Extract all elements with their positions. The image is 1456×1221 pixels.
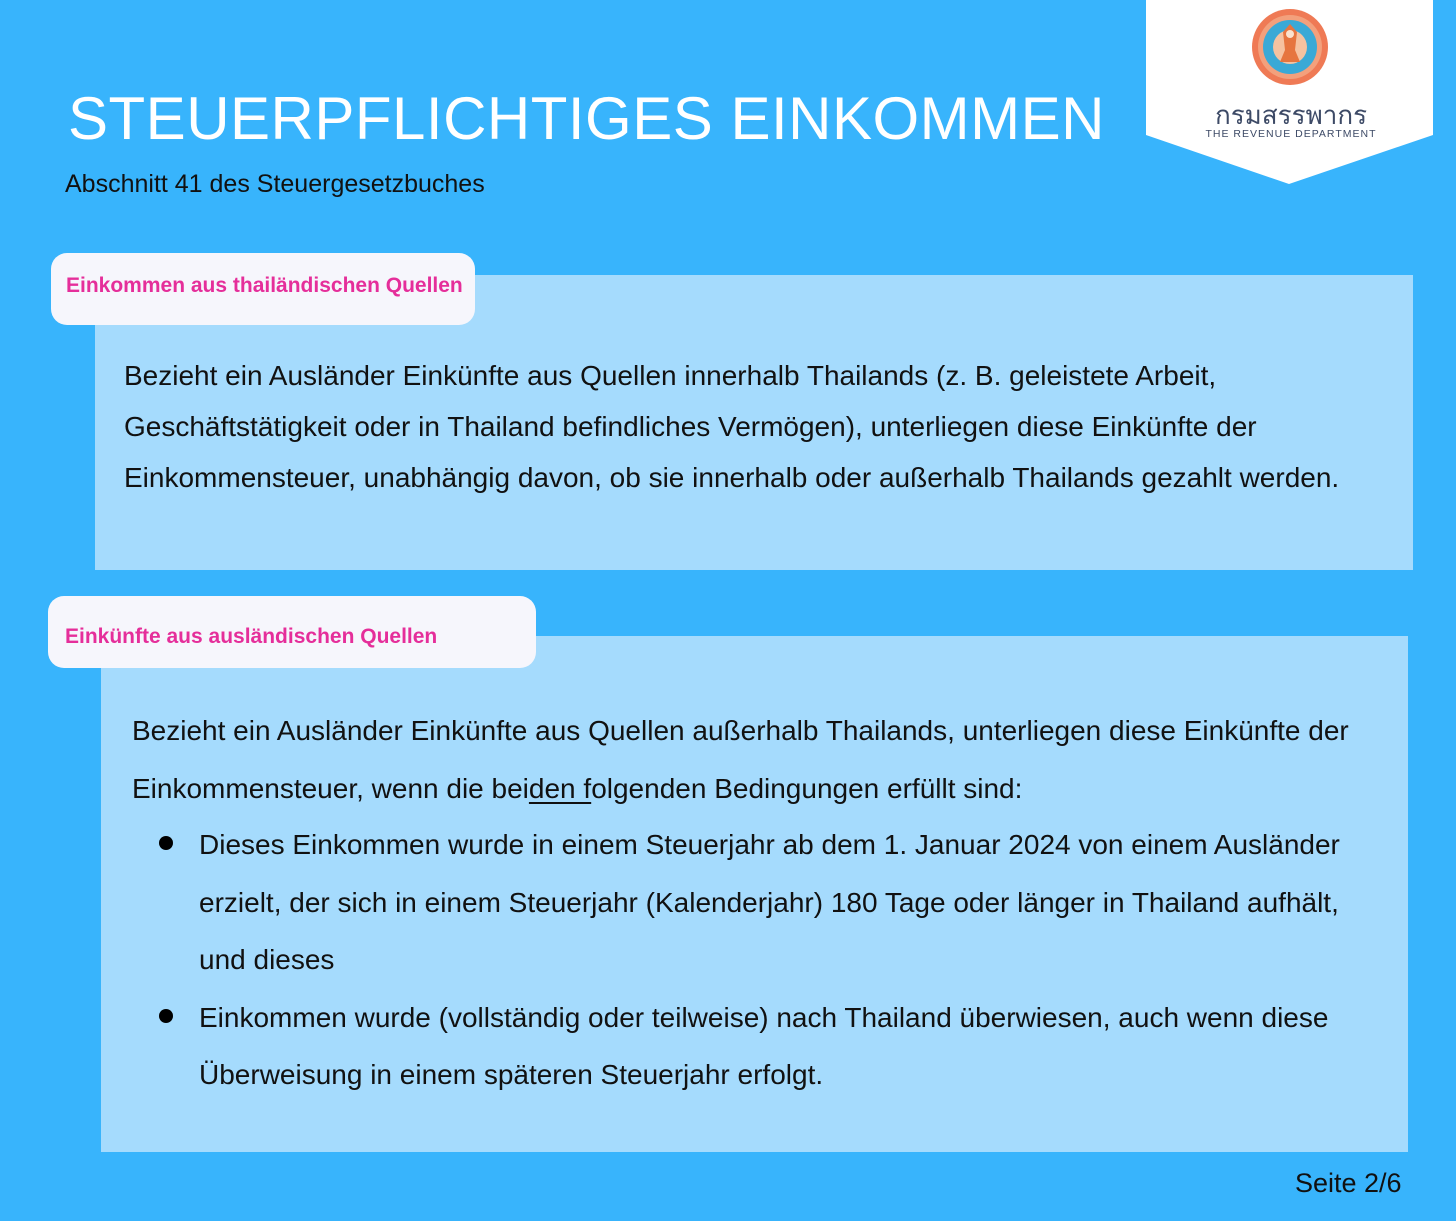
revenue-department-seal-icon [1252, 9, 1328, 85]
revenue-department-logo [1146, 0, 1433, 184]
logo-thai-name: กรมสรรพากร [1214, 101, 1368, 131]
bullet-icon [159, 836, 173, 850]
bullet-icon [159, 1009, 173, 1023]
foreign-income-text-start: Bezieht ein Ausländer Einkünfte aus Quellen außerhalb Thailands, unterliegen diese Einkünfte der Einkommensteuer, wenn die bei [132, 715, 1349, 804]
list-item [155, 816, 1385, 989]
foreign-income-text-end: olgenden Bedingungen erfüllt sind: [591, 773, 1023, 804]
list-item [155, 989, 1385, 1104]
list-item-text: Einkommen wurde (vollständig oder teilweise) nach Thailand überwiesen, auch wenn diese Überweisung in einem späteren Steuerjahr erfolgt. [199, 1001, 1329, 1090]
conditions-list [155, 816, 1385, 1104]
foreign-income-heading: Einkünfte aus ausländischen Quellen [48, 596, 536, 668]
foreign-income-text-underlined: den f [528, 773, 592, 804]
page-number: Seite 2/6 [1295, 1168, 1402, 1198]
thai-income-heading: Einkommen aus thailändischen Quellen [51, 253, 475, 325]
thai-income-text: Bezieht ein Ausländer Einkünfte aus Quellen innerhalb Thailands (z. B. geleistete Arbeit, Geschäftstätigkeit oder in Thailand befindliches Vermögen), unterliegen diese Einkünfte der Einkommensteuer, unabhängig davon, ob sie innerhalb oder außerhalb Thailands gezahlt werden. [124, 360, 1340, 493]
foreign-income-text [132, 702, 1404, 818]
logo-english-name: THE REVENUE DEPARTMENT [1205, 128, 1377, 140]
page-subtitle: Abschnitt 41 des Steuergesetzbuches [65, 170, 485, 198]
list-item-text: Dieses Einkommen wurde in einem Steuerjahr ab dem 1. Januar 2024 von einem Ausländer erzielt, der sich in einem Steuerjahr (Kalenderjahr) 180 Tage oder länger in Thailand aufhält, und dieses [199, 829, 1340, 975]
page-title: STEUERPFLICHTIGES EINKOMMEN [68, 85, 1105, 152]
